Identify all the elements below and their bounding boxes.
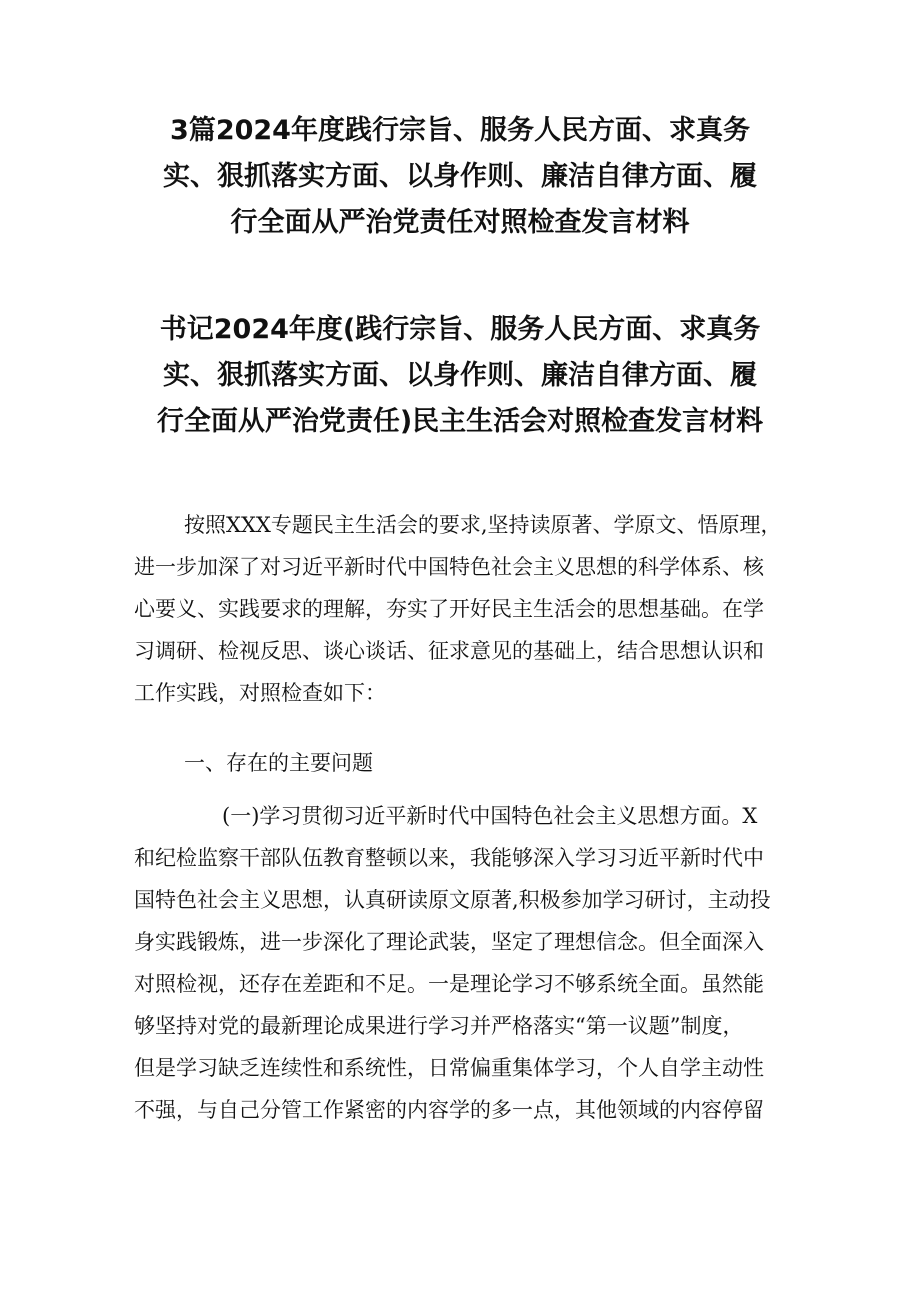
paragraph-line: 够坚持对党的最新理论成果进行学习并严格落实“第一议题”制度，: [134, 1014, 744, 1038]
paragraph-line: 但是学习缺乏连续性和系统性，日常偏重集体学习，个人自学主动性: [134, 1056, 764, 1080]
document-title-secondary: [0, 307, 920, 445]
intro-paragraph: [134, 504, 790, 714]
paragraph-line: 习调研、检视反思、谈心谈话、征求意见的基础上，结合思想认识和: [134, 639, 764, 663]
title-line: 3篇2024年度践行宗旨、服务人民方面、求真务: [170, 115, 750, 146]
title-line: 实、狠抓落实方面、以身作则、廉洁自律方面、履: [163, 161, 757, 192]
paragraph-line: 和纪检监察干部队伍教育整顿以来，我能够深入学习习近平新时代中: [134, 846, 764, 870]
title-line: 实、狠抓落实方面、以身作则、廉洁自律方面、履: [163, 360, 757, 391]
paragraph-line: 心要义、实践要求的理解，夯实了开好民主生活会的思想基础。在学: [134, 597, 764, 621]
document-title-primary: [0, 108, 920, 246]
sub-section-paragraph: [134, 795, 790, 1131]
paragraph-line: 国特色社会主义思想，认真研读原文原著,积极参加学习研讨，主动投: [134, 888, 771, 912]
paragraph-line: 进一步加深了对习近平新时代中国特色社会主义思想的科学体系、核: [134, 555, 764, 579]
paragraph-line: 对照检视，还存在差距和不足。一是理论学习不够系统全面。虽然能: [134, 972, 764, 996]
title-line: 行全面从严治党责任)民主生活会对照检查发言材料: [156, 406, 764, 437]
paragraph-line: 不强，与自己分管工作紧密的内容学的多一点，其他领域的内容停留: [134, 1098, 764, 1122]
title-line: 书记2024年度(践行宗旨、服务人民方面、求真务: [159, 314, 761, 345]
section-heading: [134, 742, 790, 784]
paragraph-line: (一)学习贯彻习近平新时代中国特色社会主义思想方面。X: [222, 804, 758, 828]
paragraph-line: 按照XXX专题民主生活会的要求,坚持读原著、学原文、悟原理，: [184, 513, 782, 537]
paragraph-line: 身实践锻炼，进一步深化了理论武装，坚定了理想信念。但全面深入: [134, 930, 764, 954]
section-heading-text: 一、存在的主要问题: [184, 751, 373, 775]
paragraph-line: 工作实践，对照检查如下：: [134, 681, 386, 705]
title-line: 行全面从严治党责任对照检查发言材料: [230, 207, 690, 238]
